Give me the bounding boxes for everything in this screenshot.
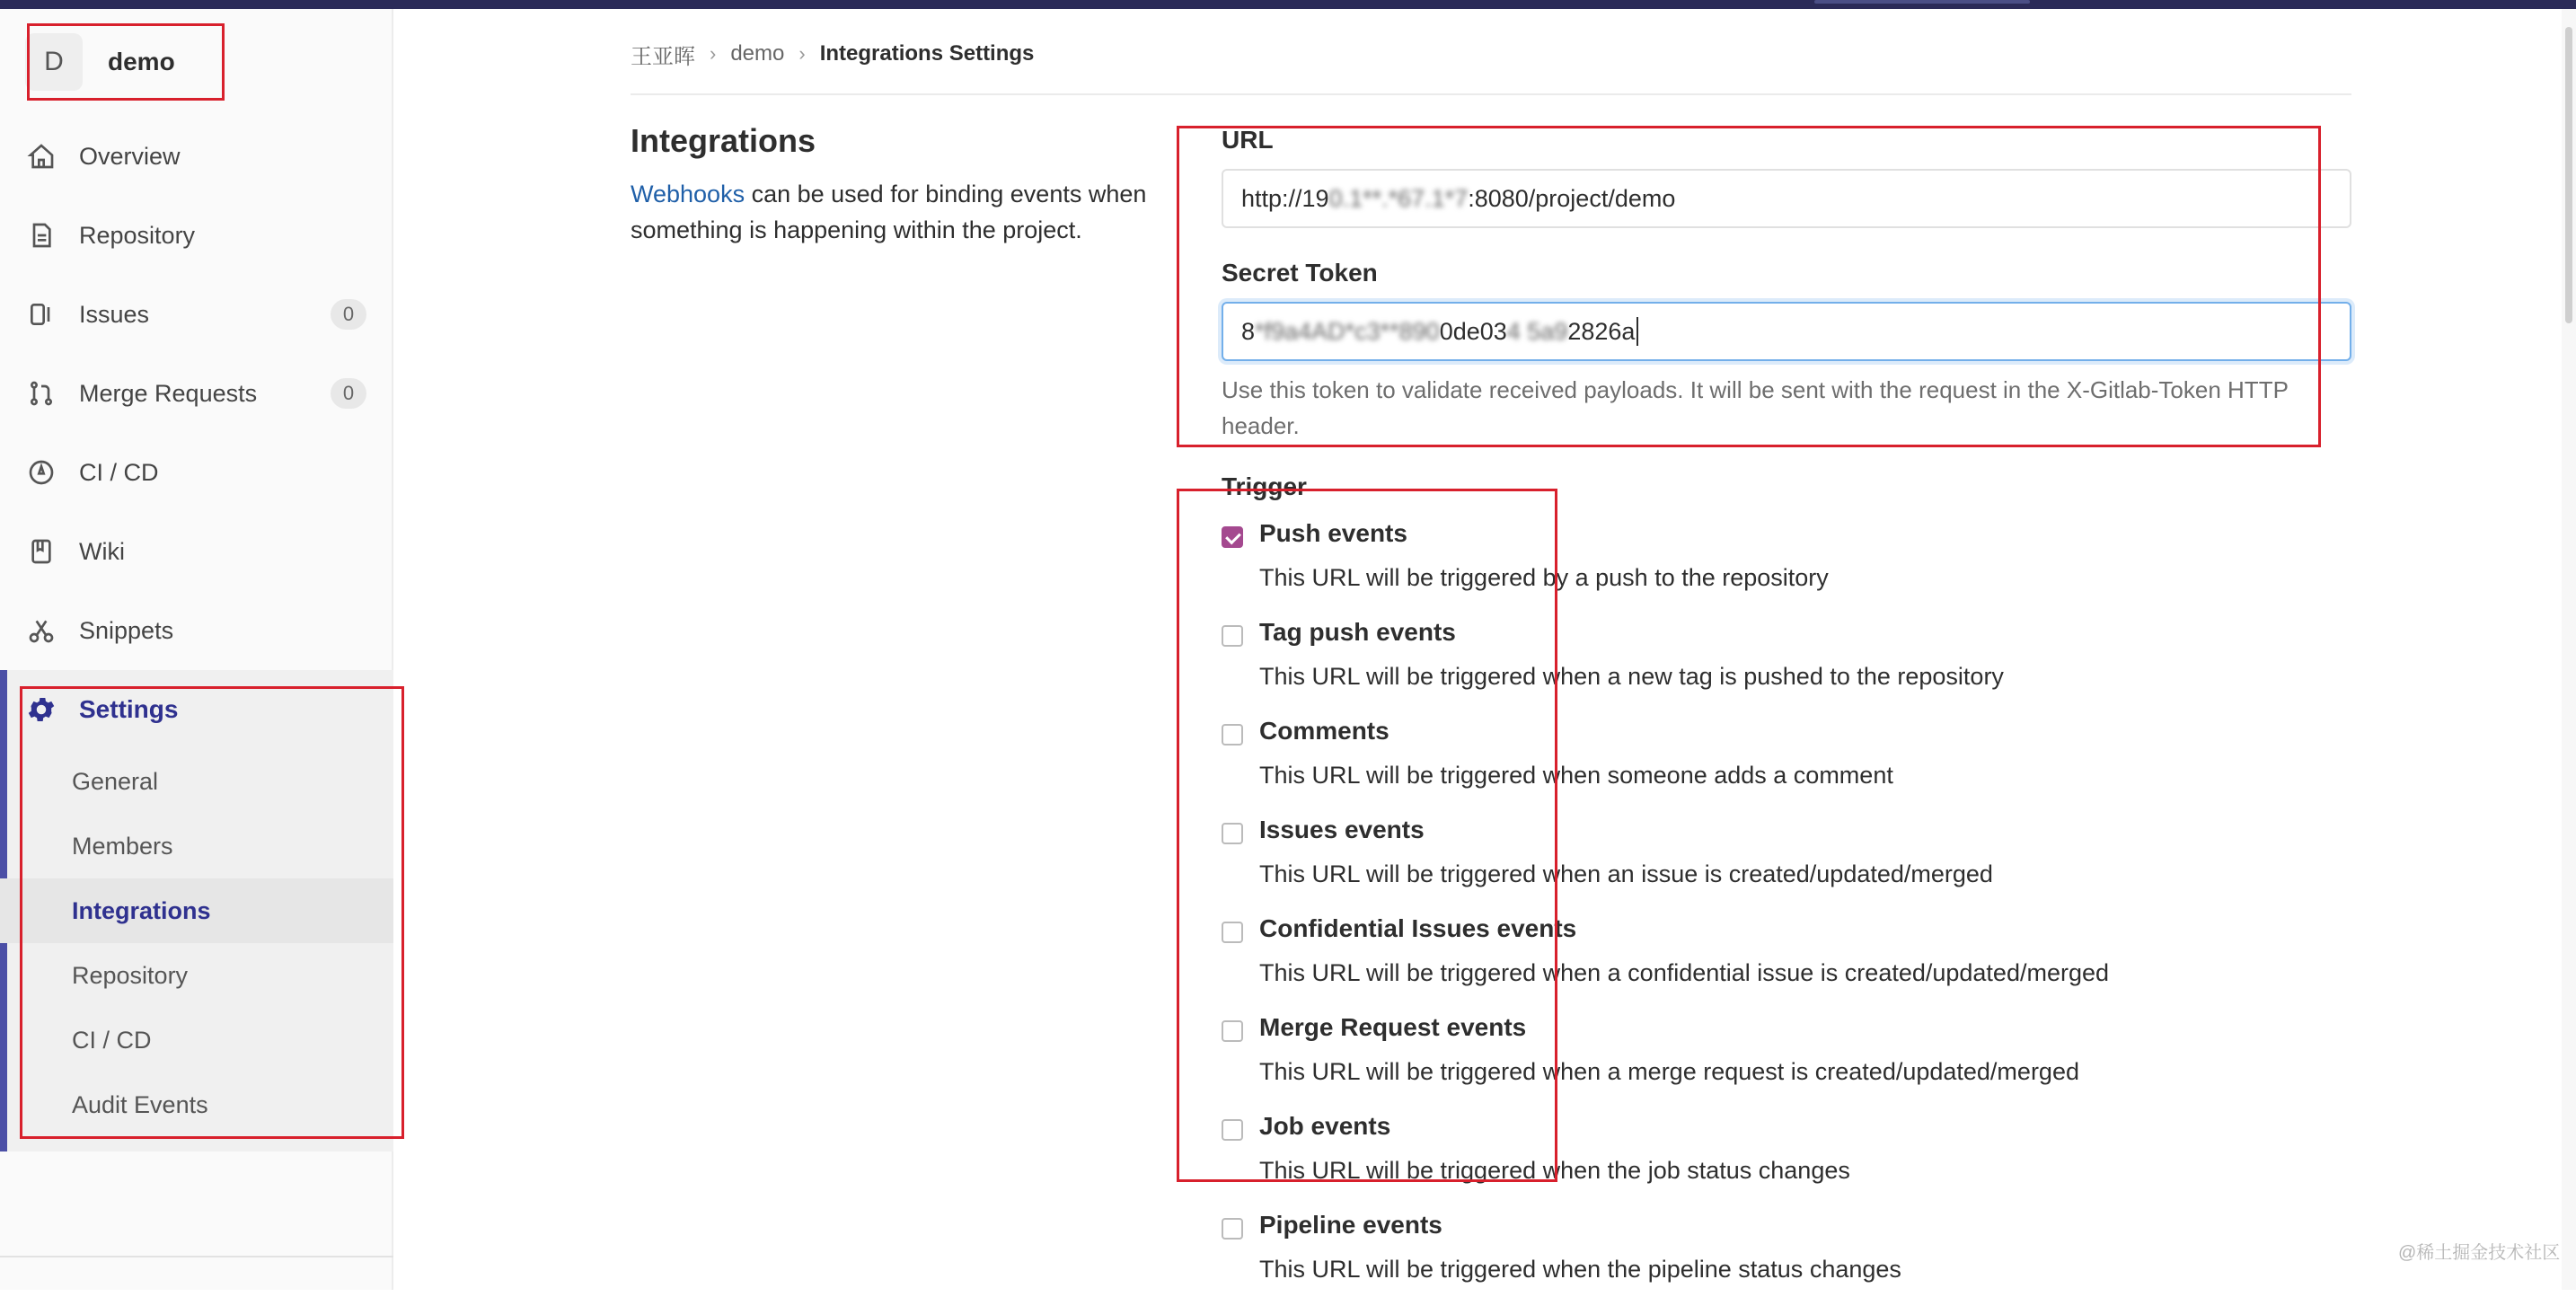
token-value-mid: 0de03 [1439,317,1507,345]
event-name: Merge Request events [1259,1013,1527,1041]
event-description: This URL will be triggered when someone adds a comment [1259,762,1893,789]
token-value-suffix: 2826a [1567,317,1636,345]
home-icon [25,140,57,172]
book-icon [25,535,57,568]
merge-requests-count-badge: 0 [331,378,366,409]
sidebar-item-label: Overview [79,142,181,170]
settings-item-audit-events[interactable]: Audit Events [72,1090,208,1118]
trigger-job-events [1222,1108,2353,1198]
event-description: This URL will be triggered when the job status changes [1259,1157,1850,1184]
sidebar-item-issues[interactable] [25,287,366,341]
confidential-issues-events-checkbox[interactable] [1222,922,1243,943]
merge-request-icon [25,377,57,410]
watermark: @稀土掘金技术社区 [2398,1243,2561,1263]
project-name: demo [108,48,175,75]
event-name: Issues events [1259,816,1425,843]
push-events-checkbox[interactable] [1222,526,1243,548]
sidebar-item-wiki[interactable] [25,525,366,578]
page-title: Integrations [631,122,816,159]
sidebar-item-label: Wiki [79,537,125,565]
scrollbar-thumb[interactable] [2565,27,2572,323]
event-name: Push events [1259,519,1407,547]
issues-events-checkbox[interactable] [1222,823,1243,844]
event-description: This URL will be triggered when a new tag is pushed to the repository [1259,663,2004,690]
settings-item-general[interactable]: General [72,767,159,795]
document-icon [25,219,57,251]
event-name: Job events [1259,1112,1391,1140]
trigger-push-events [1222,516,2353,605]
project-header[interactable] [25,29,175,95]
event-description: This URL will be triggered when a confidential issue is created/updated/merged [1259,959,2110,986]
breadcrumb-divider [631,93,2351,95]
text-caret [1636,317,1638,346]
breadcrumb-user[interactable]: 王亚晖 [631,44,695,69]
intro-description [631,176,1169,248]
chevron-right-icon: › [798,42,806,65]
settings-item-integrations[interactable]: Integrations [0,878,393,943]
top-navbar-segment [1814,0,2030,4]
sidebar-item-repository[interactable] [25,208,366,262]
url-value-suffix: :8080/project/demo [1468,184,1676,212]
trigger-tag-push-events [1222,614,2353,704]
url-value-redacted: 0.1**.*67.1*7 [1328,184,1469,212]
webhooks-link[interactable]: Webhooks [631,181,745,207]
url-input[interactable] [1222,169,2351,228]
project-avatar: D [25,33,83,91]
top-navbar [0,0,2576,9]
gear-icon [25,693,57,726]
event-name: Comments [1259,717,1389,745]
event-description: This URL will be triggered by a push to the repository [1259,564,1829,591]
secret-token-help: Use this token to validate received payloads. It will be sent with the request in the X-Gitlab-Token HTTP header. [1222,376,2289,439]
settings-item-ci-cd[interactable]: CI / CD [72,1026,152,1054]
rocket-icon [25,456,57,489]
scissors-icon [25,614,57,647]
merge-request-events-checkbox[interactable] [1222,1020,1243,1042]
event-description: This URL will be triggered when a merge request is created/updated/merged [1259,1058,2079,1085]
breadcrumb [631,36,1034,72]
pipeline-events-checkbox[interactable] [1222,1218,1243,1240]
settings-item-members[interactable]: Members [72,832,173,860]
trigger-confidential-issues-events [1222,911,2353,1001]
sidebar-item-label: Merge Requests [79,379,258,407]
settings-item-repository[interactable]: Repository [72,961,189,989]
chevron-right-icon: › [710,42,717,65]
token-value-prefix: 8 [1241,317,1256,345]
trigger-issues-events [1222,812,2353,902]
settings-label: Settings [79,695,179,723]
trigger-merge-request-events [1222,1010,2353,1099]
sidebar-item-label: CI / CD [79,458,159,486]
sidebar-item-label: Repository [79,221,196,249]
intro-text: can be used for binding events when something is happening within the project. [631,181,1147,243]
url-label: URL [1222,126,1274,154]
token-value-redacted: *f9a4AD*c3**890 [1255,317,1440,345]
trigger-comments [1222,713,2353,803]
tag-push-events-checkbox[interactable] [1222,625,1243,647]
issues-count-badge: 0 [331,299,366,330]
event-name: Pipeline events [1259,1211,1442,1239]
breadcrumb-current[interactable]: Integrations Settings [819,41,1035,66]
token-value-redacted-2: 4 5a9 [1506,317,1568,345]
secret-token-label: Secret Token [1222,259,1378,287]
event-name: Confidential Issues events [1259,914,1577,942]
sidebar-item-overview[interactable] [25,129,366,183]
job-events-checkbox[interactable] [1222,1119,1243,1141]
sidebar-item-merge-requests[interactable] [25,366,366,420]
trigger-pipeline-events [1222,1207,2353,1297]
sidebar-item-settings[interactable] [25,683,178,737]
event-description: This URL will be triggered when the pipeline status changes [1259,1256,1901,1283]
url-value-prefix: http://19 [1241,184,1329,212]
comments-checkbox[interactable] [1222,724,1243,746]
sidebar-item-label: Issues [79,300,150,328]
page-scrollbar[interactable] [2562,9,2576,1290]
sidebar-item-ci-cd[interactable] [25,446,366,499]
trigger-label: Trigger [1222,472,1307,500]
sidebar-item-label: Snippets [79,616,174,644]
sidebar-divider [0,1256,393,1257]
secret-token-input[interactable] [1222,302,2351,361]
event-description: This URL will be triggered when an issue is created/updated/merged [1259,860,1993,887]
breadcrumb-project[interactable]: demo [730,41,785,66]
event-name: Tag push events [1259,618,1456,646]
issues-icon [25,298,57,331]
sidebar-item-snippets[interactable] [25,604,366,657]
